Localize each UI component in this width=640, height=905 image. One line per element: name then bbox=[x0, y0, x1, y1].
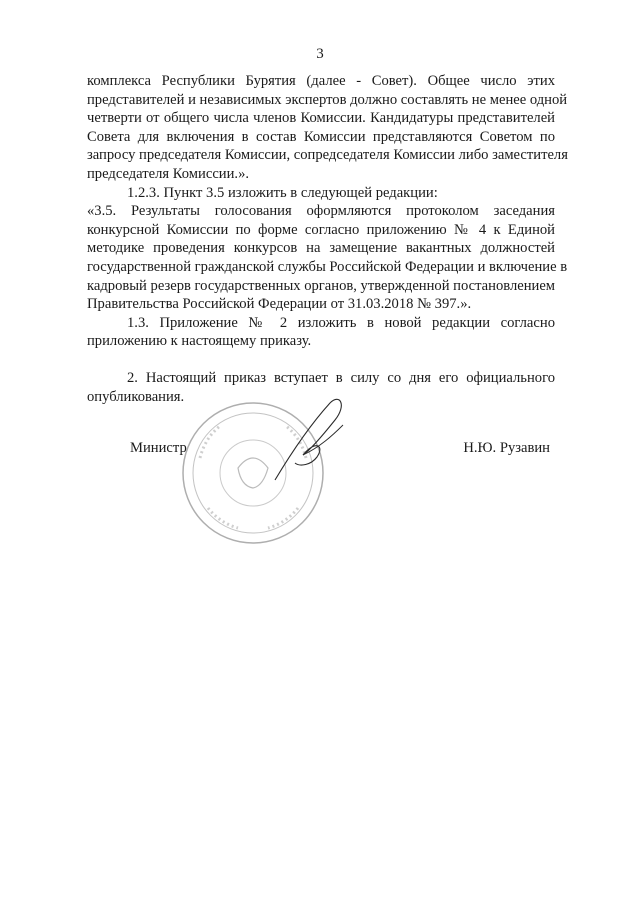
paragraph-gap bbox=[87, 351, 555, 369]
text-line: кадровый резерв государственных органов, утвержденной постановлением bbox=[87, 277, 556, 294]
document-body bbox=[87, 72, 568, 406]
text-line: 1.2.3. Пункт 3.5 изложить в следующей редакции: bbox=[127, 184, 438, 201]
page-number: 3 bbox=[316, 46, 324, 62]
text-line: опубликования. bbox=[87, 388, 185, 405]
text-line: Правительства Российской Федерации от 31.03.2018 № 397.». bbox=[87, 296, 472, 313]
handwritten-signature bbox=[255, 395, 365, 485]
text-line: комплекса Республики Бурятия (далее - Совет). Общее число этих bbox=[87, 73, 555, 89]
text-line: Совета для включения в состав Комиссии представляются Советом по bbox=[87, 128, 555, 145]
text-line: «3.5. Результаты голосования оформляются протоколом заседания bbox=[87, 203, 555, 220]
text-line: 1.3. Приложение № 2 изложить в новой редакции согласно bbox=[127, 314, 555, 331]
text-line: методике проведения конкурсов на замещение вакантных должностей bbox=[87, 240, 555, 257]
text-line: четверти от общего числа членов Комиссии. Кандидатуры представителей bbox=[87, 110, 555, 127]
text-line: председателя Комиссии.». bbox=[87, 165, 250, 182]
signatory-title: Министр bbox=[130, 440, 187, 456]
text-line: 2. Настоящий приказ вступает в силу со дня его официального bbox=[127, 369, 555, 386]
text-line: представителей и независимых экспертов должно составлять не менее одной bbox=[87, 91, 568, 108]
text-line: запросу председателя Комиссии, сопредседателя Комиссии либо заместителя bbox=[87, 147, 568, 164]
text-line: конкурсной Комиссии по форме согласно приложению № 4 к Единой bbox=[87, 221, 555, 238]
text-line: приложению к настоящему приказу. bbox=[87, 333, 312, 350]
text-line: государственной гражданской службы Российской Федерации и включение в bbox=[87, 258, 568, 275]
signatory-name: Н.Ю. Рузавин bbox=[463, 440, 550, 456]
